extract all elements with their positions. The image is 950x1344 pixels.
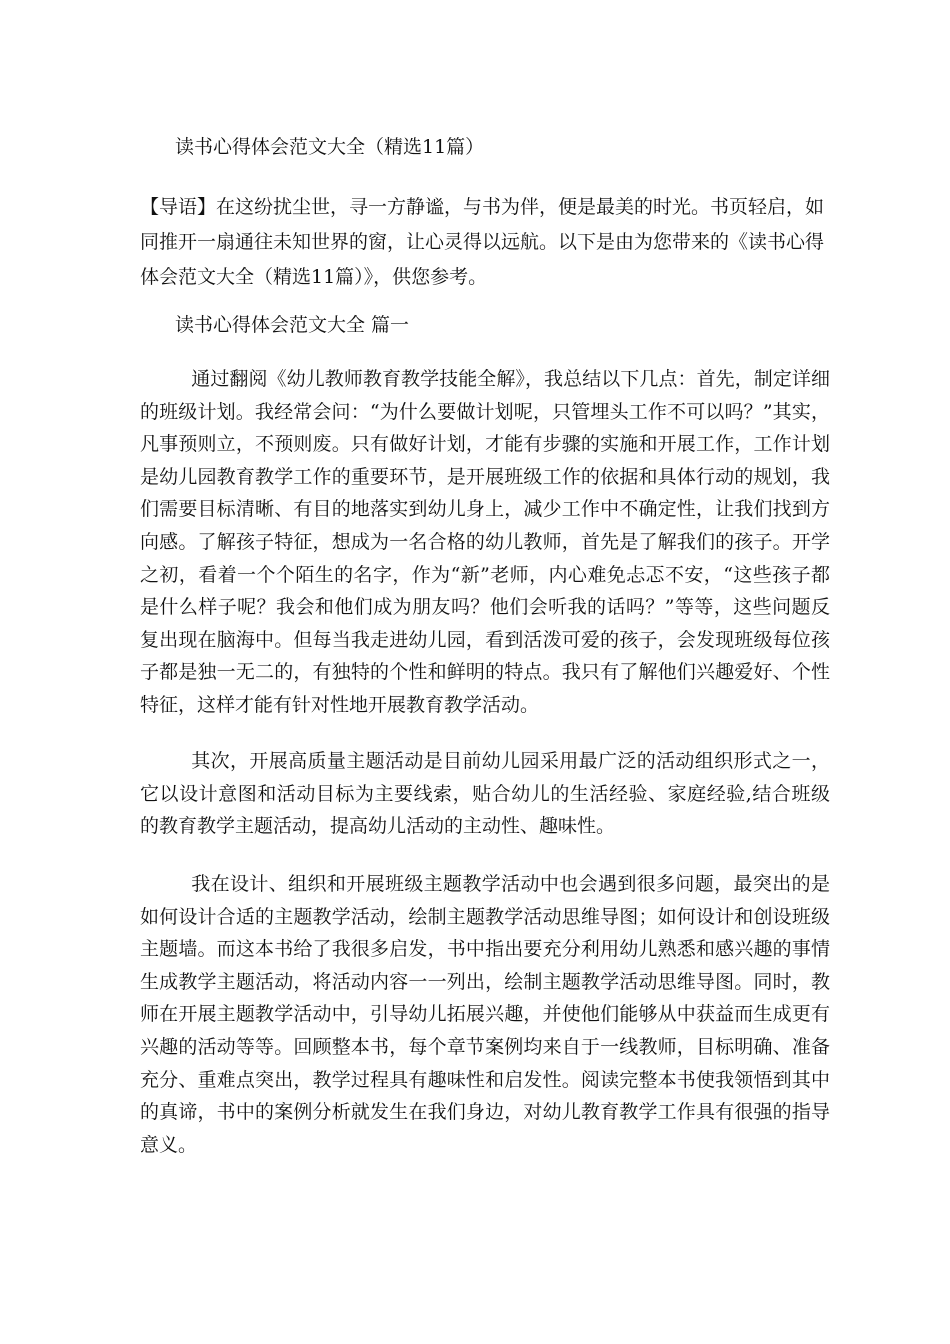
body-paragraph-1: 通过翻阅《幼儿教师教育教学技能全解》，我总结以下几点：首先，制定详细的班级计划。我经常会问：“为什么要做计划呢，只管埋头工作不可以吗？”其实，凡事预则立，不预则废。只有做好计划，才能有步骤的实施和开展工作，工作计划是幼儿园教育教学工作的重要环节，是开展班级工作的依据和具体行动的规划，我们需要目标清晰、有目的地落实到幼儿身上，减少工作中不确定性，让我们找到方向感。了解孩子特征，想成为一名合格的幼儿教师，首先是了解我们的孩子。开学之初，看着一个个陌生的名字，作为“新”老师，内心难免忐忑不安，“这些孩子都是什么样子呢？我会和他们成为朋友吗？他们会听我的话吗？”等等，这些问题反复出现在脑海中。但每当我走进幼儿园，看到活泼可爱的孩子，会发现班级每位孩子都是独一无二的，有独特的个性和鲜明的特点。我只有了解他们兴趣爱好、个性特征，这样才能有针对性地开展教育教学活动。: [140, 368, 830, 716]
body-paragraph-2: 其次，开展高质量主题活动是目前幼儿园采用最广泛的活动组织形式之一，它以设计意图和活动目标为主要线索，贴合幼儿的生活经验、家庭经验,结合班级的教育教学主题活动，提高幼儿活动的主动性、趣味性。: [140, 750, 830, 838]
body-paragraph-3: 我在设计、组织和开展班级主题教学活动中也会遇到很多问题，最突出的是如何设计合适的主题教学活动，绘制主题教学活动思维导图；如何设计和创设班级主题墙。而这本书给了我很多启发，书中指出要充分利用幼儿熟悉和感兴趣的事情生成教学主题活动，将活动内容一一列出，绘制主题教学活动思维导图。同时，教师在开展主题教学活动中，引导幼儿拓展兴趣，并使他们能够从中获益而生成更有兴趣的活动等等。回顾整本书，每个章节案例均来自于一线教师，目标明确、准备充分、重难点突出，教学过程具有趣味性和启发性。阅读完整本书使我领悟到其中的真谛，书中的案例分析就发生在我们身边，对幼儿教育教学工作具有很强的指导意义。: [140, 873, 830, 1156]
intro-label: 【导语】: [140, 196, 217, 218]
intro-paragraph: [140, 190, 830, 295]
intro-text: 在这纷扰尘世，寻一方静谧，与书为伴，便是最美的时光。书页轻启，如同推开一扇通往未知世界的窗，让心灵得以远航。以下是由为您带来的《读书心得体会范文大全（精选11篇）》，供您参考。: [140, 196, 825, 288]
document-title: 读书心得体会范文大全（精选11篇）: [175, 136, 485, 158]
section-heading: 读书心得体会范文大全 篇一: [175, 314, 410, 336]
